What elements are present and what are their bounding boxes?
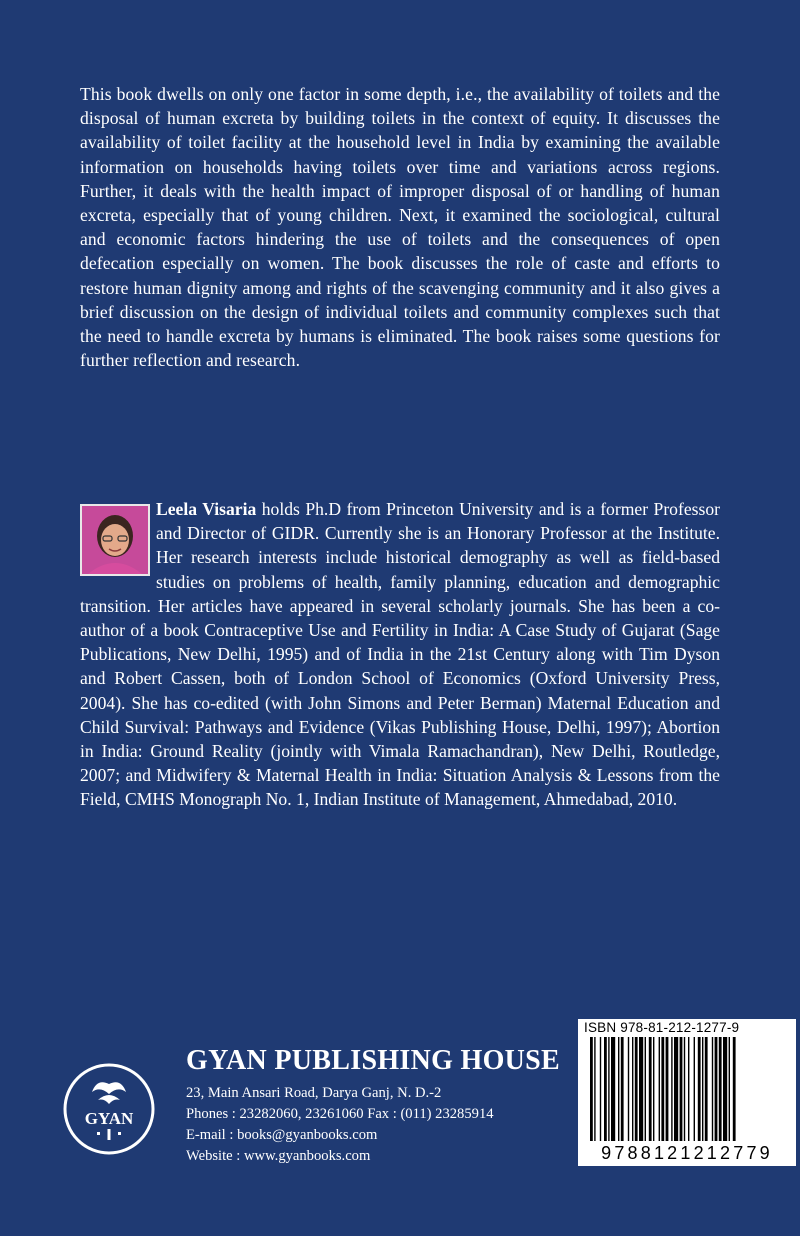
publisher-phones: Phones : 23282060, 23261060 Fax : (011) 23285914: [186, 1106, 494, 1122]
author-bio: [80, 497, 720, 812]
barcode-digits: 9788121212779: [601, 1143, 773, 1163]
logo-text: GYAN: [84, 1109, 134, 1128]
gyan-logo: [62, 1062, 156, 1156]
author-bio-text: holds Ph.D from Princeton University and is a former Professor and Director of GIDR. Currently she is an Honorary Professor at the Institute. Her research interests include historical demography as well as field-based studies on problems of health, family planning, education and demographic transition. Her articles have appeared in several scholarly journals. She has been a co-author of a book Contraceptive Use and Fertility in India: A Case Study of Gujarat (Sage Publications, New Delhi, 1995) and of India in the 21st Century along with Tim Dyson and Robert Cassen, both of London School of Economics (Oxford University Press, 2004). She has co-edited (with John Simons and Peter Berman) Maternal Education and Child Survival: Pathways and Evidence (Vikas Publishing House, Delhi, 1997); Abortion in India: Ground Reality (jointly with Vimala Ramachandran), New Delhi, Routledge, 2007; and Midwifery & Maternal Health in India: Situation Analysis & Lessons from the Field, CMHS Monograph No. 1, Indian Institute of Management, Ahmedabad, 2010.: [80, 499, 720, 810]
isbn-barcode-panel: [578, 1019, 796, 1166]
publisher-info: [186, 1045, 566, 1167]
author-name: Leela Visaria: [156, 499, 257, 519]
barcode-graphic: [590, 1037, 784, 1145]
author-photo: [80, 504, 150, 576]
book-description: This book dwells on only one factor in some depth, i.e., the availability of toilets and the disposal of human excreta by building toilets in the context of equity. It discusses the availability of toilet facility at the household level in India by examining the available information on households having toilets over time and variations across regions. Further, it deals with the health impact of improper disposal of or handling of human excreta, especially that of young children. Next, it examined the sociological, cultural and economic factors hindering the use of toilets and the consequences of open defecation especially on women. The book discusses the role of caste and efforts to restore human dignity among and rights of the scavenging community and it also gives a brief discussion on the design of individual toilets and community complexes such that the need to handle excreta by humans is eliminated. The book raises some questions for further reflection and research.: [80, 84, 720, 371]
publisher-name: GYAN PUBLISHING HOUSE: [186, 1045, 561, 1076]
publisher-address: 23, Main Ansari Road, Darya Ganj, N. D.-2: [186, 1085, 442, 1101]
publisher-email[interactable]: E-mail : books@gyanbooks.com: [186, 1127, 378, 1143]
publisher-website[interactable]: Website : www.gyanbooks.com: [186, 1148, 371, 1164]
isbn-label: ISBN 978-81-212-1277-9: [584, 1020, 740, 1035]
